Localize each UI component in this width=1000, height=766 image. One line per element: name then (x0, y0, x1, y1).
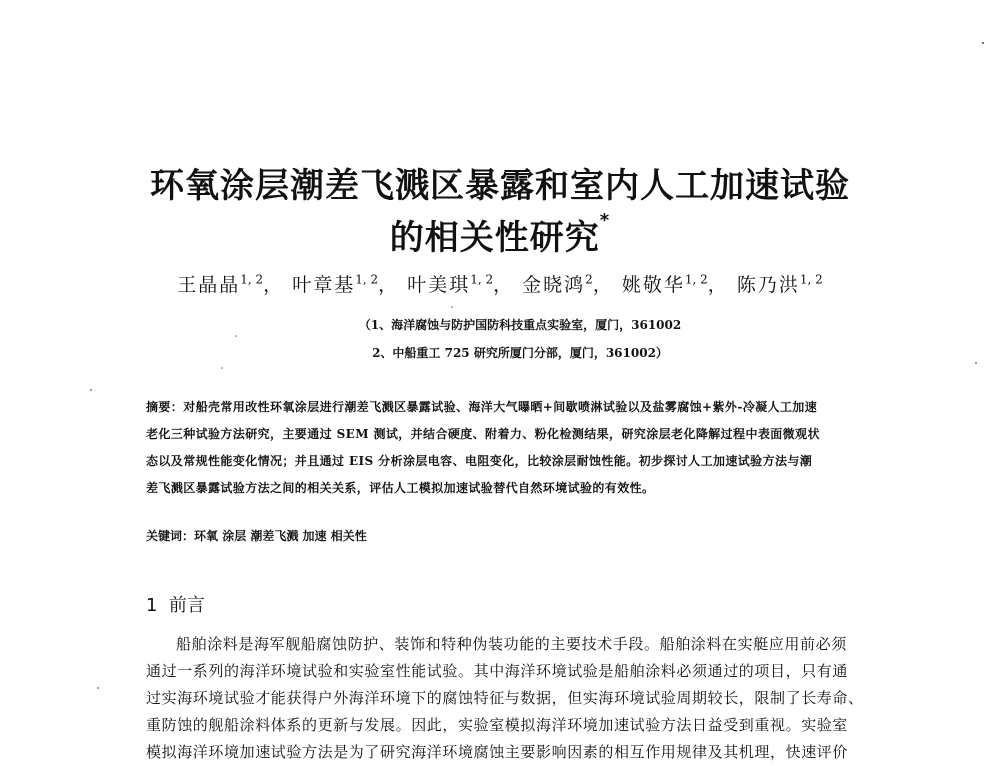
author-list: 王晶晶$^{1, 2}$， 叶章基$^{1, 2}$， 叶美琪$^{1, 2}$， 金晓鸿$^2$， 姚敬华$^{1, 2}$， 陈乃洪$^{1, 2}$ (177, 272, 823, 296)
paper-title-line-2 (0, 210, 1000, 259)
author-name: 叶章基 (292, 274, 356, 296)
speck (982, 42, 984, 44)
abstract-label: 摘要： (146, 400, 184, 414)
abstract-line: 态以及常规性能变化情况；并且通过 EIS 分析涂层电容、电阻变化，比较涂层耐蚀性能。初步探讨人工加速试验方法与潮 (146, 454, 813, 468)
author-name: 王晶晶 (177, 274, 241, 296)
title-footnote-mark: * (599, 210, 611, 231)
author-name: 金晓鸿 (522, 274, 586, 296)
section-number: 1 (146, 595, 158, 616)
author-affiliation: 2 (585, 272, 593, 287)
speck (975, 362, 977, 364)
section-heading (146, 591, 205, 617)
affiliation-line-2: 2、中船重工 725 研究所厦门分部，厦门，361002） (372, 346, 668, 360)
speck (90, 389, 92, 391)
keywords-label: 关键词： (146, 529, 195, 543)
keywords-value: 环氧 涂层 潮差飞溅 加速 相关性 (194, 529, 367, 543)
body-line: 模拟海洋环境加速试验方法是为了研究海洋环境腐蚀主要影响因素的相互作用规律及其机理，快速评价 (146, 743, 849, 761)
abstract-line: 老化三种试验方法研究，主要通过 SEM 测试，并结合硬度、附着力、粉化检测结果，研究涂层老化降解过程中表面微观状 (146, 427, 820, 441)
body-line: 重防蚀的舰船涂料体系的更新与发展。因此，实验室模拟海洋环境加速试验方法日益受到重视。实验室 (146, 716, 849, 734)
author (622, 274, 708, 296)
author (177, 274, 263, 296)
abstract-line (146, 394, 876, 421)
author (292, 274, 378, 296)
body-paragraph (146, 631, 886, 766)
keywords (146, 527, 876, 544)
section-title: 前言 (168, 595, 205, 616)
affiliation-line-1: （1、海洋腐蚀与防护国防科技重点实验室，厦门，361002 (358, 318, 682, 332)
author (522, 274, 593, 296)
author-affiliation: 1, 2 (684, 272, 708, 287)
abstract-text: 对船壳常用改性环氧涂层进行潮差飞溅区暴露试验、海洋大气曝晒+间歇喷淋试验以及盐雾腐蚀+紫外-冷凝人工加速 (183, 400, 818, 414)
paper-title-line-1: 环氧涂层潮差飞溅区暴露和室内人工加速试验 (150, 166, 850, 206)
body-line: 通过一系列的海洋环境试验和实验室性能试验。其中海洋环境试验是船舶涂料必须通过的项目，只有通 (146, 662, 849, 680)
abstract-line: 差飞溅区暴露试验方法之间的相关关系，评估人工模拟加速试验替代自然环境试验的有效性。 (146, 481, 655, 495)
author-name: 叶美琪 (407, 274, 471, 296)
author (737, 274, 823, 296)
body-line: 船舶涂料是海军舰船腐蚀防护、装饰和特种伪装功能的主要技术手段。船舶涂料在实艇应用前必须 (176, 635, 847, 653)
body-line: 过实海环境试验才能获得户外海洋环境下的腐蚀特征与数据，但实海环境试验周期较长，限制了长寿命、 (146, 689, 864, 707)
paper-title-line-2-text: 的相关性研究 (389, 218, 600, 258)
author-affiliation: 1, 2 (470, 272, 494, 287)
author-affiliation: 1, 2 (799, 272, 823, 287)
author (407, 274, 493, 296)
author-affiliation: 1, 2 (240, 272, 264, 287)
author-name: 姚敬华 (621, 274, 685, 296)
author-name: 陈乃洪 (736, 274, 800, 296)
speck (97, 687, 99, 689)
abstract (146, 394, 876, 502)
speck (235, 335, 237, 337)
author-affiliation: 1, 2 (355, 272, 379, 287)
speck (221, 367, 223, 369)
speck (451, 306, 453, 308)
